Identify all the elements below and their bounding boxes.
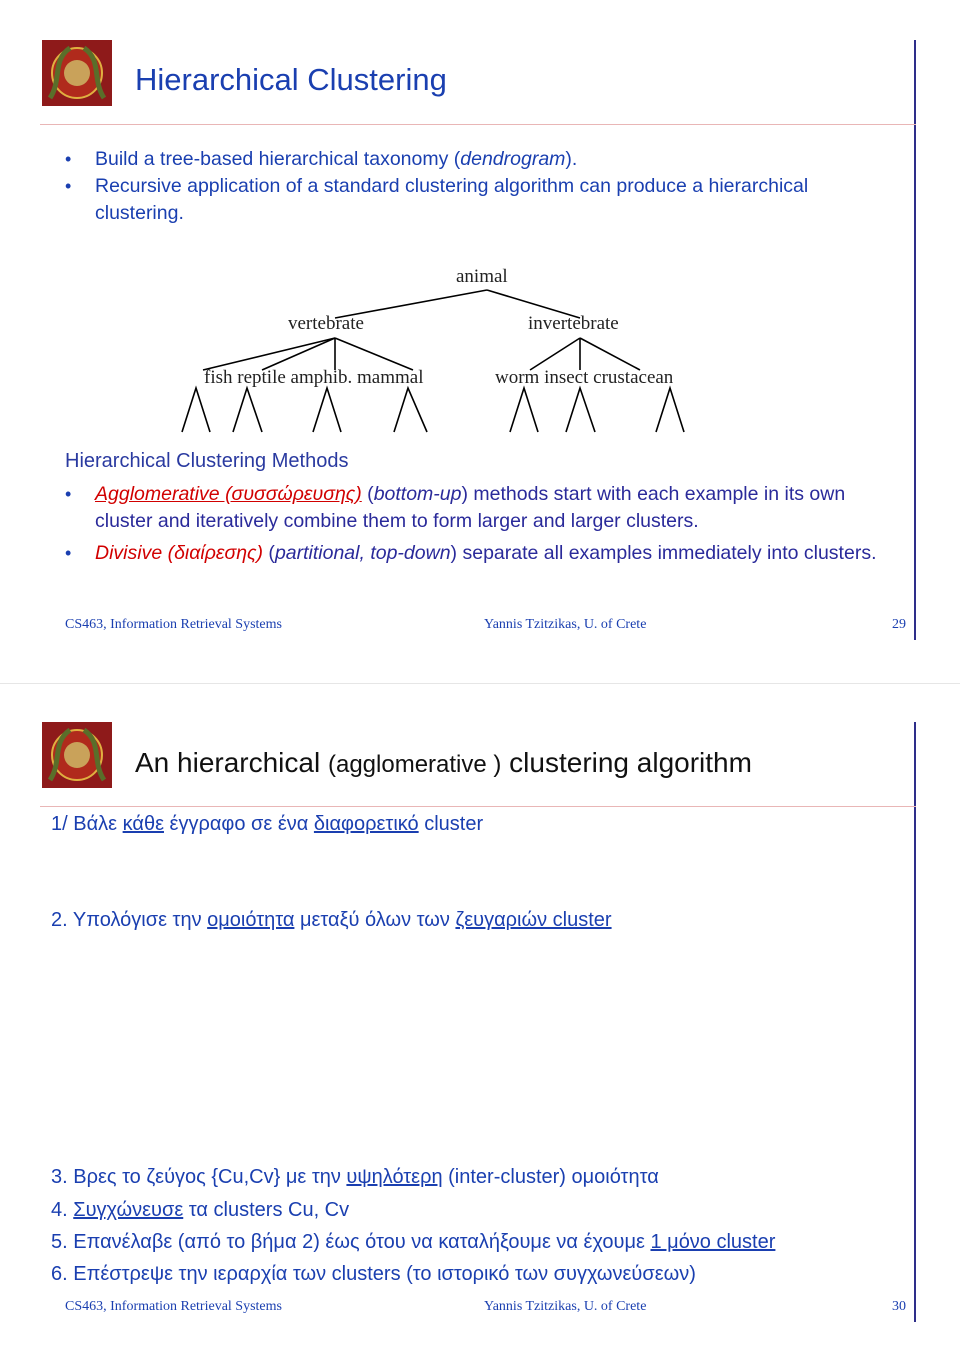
university-of-crete-logo (42, 722, 112, 788)
step-3: 3. Βρες το ζεύγος {Cu,Cv} με την υψηλότερη (inter-cluster) ομοιότητα (51, 1166, 659, 1188)
footer-course: CS463, Information Retrieval Systems (65, 617, 282, 632)
step-5: 5. Επανέλαβε (από το βήμα 2) έως ότου να καταλήξουμε να έχουμε 1 μόνο cluster (51, 1231, 776, 1253)
right-border-line (914, 722, 916, 1322)
step-6: 6. Επέστρεψε την ιεραρχία των clusters (το ιστορικό των συγχωνεύσεων) (51, 1263, 696, 1285)
step-4: 4. Συγχώνευσε τα clusters Cu, Cv (51, 1199, 350, 1221)
slide-title: An hierarchical (agglomerative ) clustering algorithm (135, 747, 752, 778)
footer-author: Yannis Tzitzikas, U. of Crete (484, 1299, 647, 1314)
title-rule (40, 806, 916, 807)
tree-leaves-invertebrate: worm insect crustacean (495, 367, 674, 388)
tree-root-label: animal (456, 266, 508, 287)
tree-leaves-vertebrate: fish reptile amphib. mammal (204, 367, 424, 388)
step-2: 2. Υπολόγισε την ομοιότητα μεταξύ όλων των ζευγαριών cluster (51, 909, 612, 931)
tree-node-vertebrate: vertebrate (288, 313, 364, 334)
methods-heading: Hierarchical Clustering Methods (65, 450, 349, 472)
bullet-recursive: • Recursive application of a standard clustering algorithm can produce a hierarchical clustering. (65, 173, 885, 227)
bullet-dendrogram: • Build a tree-based hierarchical taxonomy (dendrogram). (65, 146, 885, 173)
step-1: 1/ Βάλε κάθε έγγραφο σε ένα διαφορετικό cluster (51, 813, 484, 835)
slide-title: Hierarchical Clustering (135, 62, 447, 97)
footer-author: Yannis Tzitzikas, U. of Crete (484, 617, 647, 632)
footer-page-number: 29 (892, 617, 906, 632)
footer-course: CS463, Information Retrieval Systems (65, 1299, 282, 1314)
footer-page-number: 30 (892, 1299, 906, 1314)
bullet-agglomerative: • Agglomerative (συσσώρευσης) (bottom-up) methods start with each example in its own cluster and iteratively combine them to form larger and larger clusters. (65, 481, 895, 535)
tree-node-invertebrate: invertebrate (528, 313, 619, 334)
bullet-divisive: • Divisive (διαίρεσης) (partitional, top-down) separate all examples immediately into clusters. (65, 540, 895, 567)
